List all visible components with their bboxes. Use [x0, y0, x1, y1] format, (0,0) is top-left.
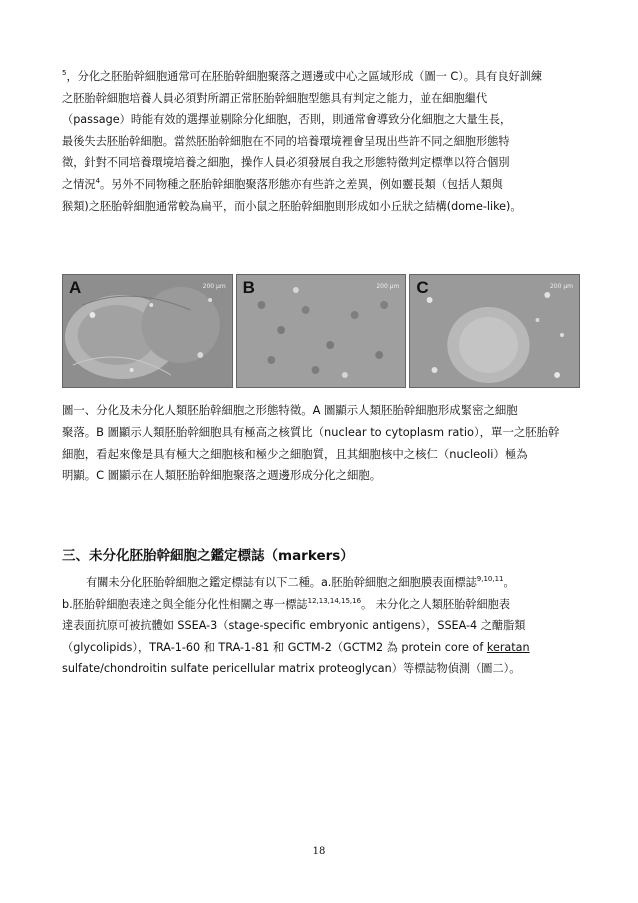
intro-line-7: 猴類)之胚胎幹細胞通常較為扁平，而小鼠之胚胎幹細胞則形成如小丘狀之結構(dome-like)。 — [62, 199, 522, 213]
caption-line-1: 圖一、分化及未分化人類胚胎幹細胞之形態特徵。A 圖顯示人類胚胎幹細胞形成緊密之細胞 — [62, 403, 518, 417]
figure-micrographs — [62, 274, 580, 386]
page-number: 18 — [312, 846, 326, 857]
intro-line-4: 最後失去胚胎幹細胞。當然胚胎幹細胞在不同的培養環境裡會呈現出些許不同之細胞形態特 — [62, 134, 510, 148]
panel-label-c: C — [416, 278, 429, 297]
figure-caption — [62, 400, 582, 487]
caption-line-3: 細胞，看起來像是具有極大之細胞核和極少之細胞質，且其細胞核中之核仁（nucleoli）極為 — [62, 446, 528, 461]
citation-sup: 4 — [95, 176, 101, 185]
micrograph-panel-c — [409, 274, 580, 388]
body-paragraph — [62, 572, 580, 680]
micrograph-panel-b — [236, 274, 407, 388]
intro-line-1: $^5$，分化之胚胎幹細胞通常可在胚胎幹細胞聚落之週邊或中心之區域形成（圖一 C）。具有良好訓練 — [62, 69, 543, 83]
body-line-4: （glycolipids），TRA-1-60 和 TRA-1-81 和 GCTM-2（GCTM2 為 protein core of keratan — [62, 640, 530, 654]
caption-line-4: 明顯。C 圖顯示在人類胚胎幹細胞聚落之週邊形成分化之細胞。 — [62, 468, 382, 483]
intro-line-3: （passage）時能有效的選擇並剔除分化細胞，否則，則通常會導致分化細胞之大量生長， — [62, 113, 512, 127]
intro-paragraph — [62, 66, 580, 217]
underlined-term: keratan — [486, 640, 530, 654]
section-heading: 三、未分化胚胎幹細胞之鑑定標誌（markers） — [62, 548, 354, 564]
micrograph-image-b — [237, 275, 406, 387]
micrograph-image-c — [410, 275, 579, 387]
body-line-2: b.胚胎幹細胞表達之與全能分化性相關之專一標誌$^{12,13,14,15,16}$。 未分化之人類胚胎幹細胞表 — [62, 596, 511, 611]
scale-bar-c: 200 μm — [549, 283, 574, 290]
scale-bar-b: 200 μm — [376, 283, 400, 290]
caption-line-2: 聚落。B 圖顯示人類胚胎幹細胞具有極高之核質比（nuclear to cytoplasm ratio），單一之胚胎幹 — [62, 424, 560, 439]
body-line-3: 達表面抗原可被抗體如 SSEA-3（stage-specific embryonic antigens），SSEA-4 之醣脂類 — [62, 619, 526, 633]
micrograph-image-a — [63, 275, 232, 387]
intro-line-5: 徵，針對不同培養環境培養之細胞，操作人員必須發展自我之形態特徵判定標準以符合個別 — [62, 156, 510, 170]
intro-line-2: 之胚胎幹細胞培養人員必須對所謂正常胚胎幹細胞型態具有判定之能力，並在細胞繼代 — [62, 91, 488, 105]
citation-sup: 5 — [62, 69, 67, 77]
panel-label-b: B — [242, 278, 255, 297]
intro-line-6: 之情況$^4$。另外不同物種之胚胎幹細胞聚落形態亦有些許之差異，例如靈長類（包括人類與 — [62, 176, 503, 191]
citation-sup: 9,10,11 — [476, 575, 504, 583]
micrograph-panel-a — [62, 274, 233, 388]
body-line-1: 有關未分化胚胎幹細胞之鑑定標誌有以下二種。a.胚胎幹細胞之細胞膜表面標誌$^{9,10,11}$。 — [86, 575, 515, 589]
body-line-5: sulfate/chondroitin sulfate pericellular matrix proteoglycan）等標誌物偵測（圖二）。 — [62, 662, 521, 676]
panel-label-a: A — [69, 278, 82, 297]
scale-bar-a: 200 μm — [202, 283, 226, 290]
citation-sup: 12,13,14,15,16 — [307, 596, 362, 605]
